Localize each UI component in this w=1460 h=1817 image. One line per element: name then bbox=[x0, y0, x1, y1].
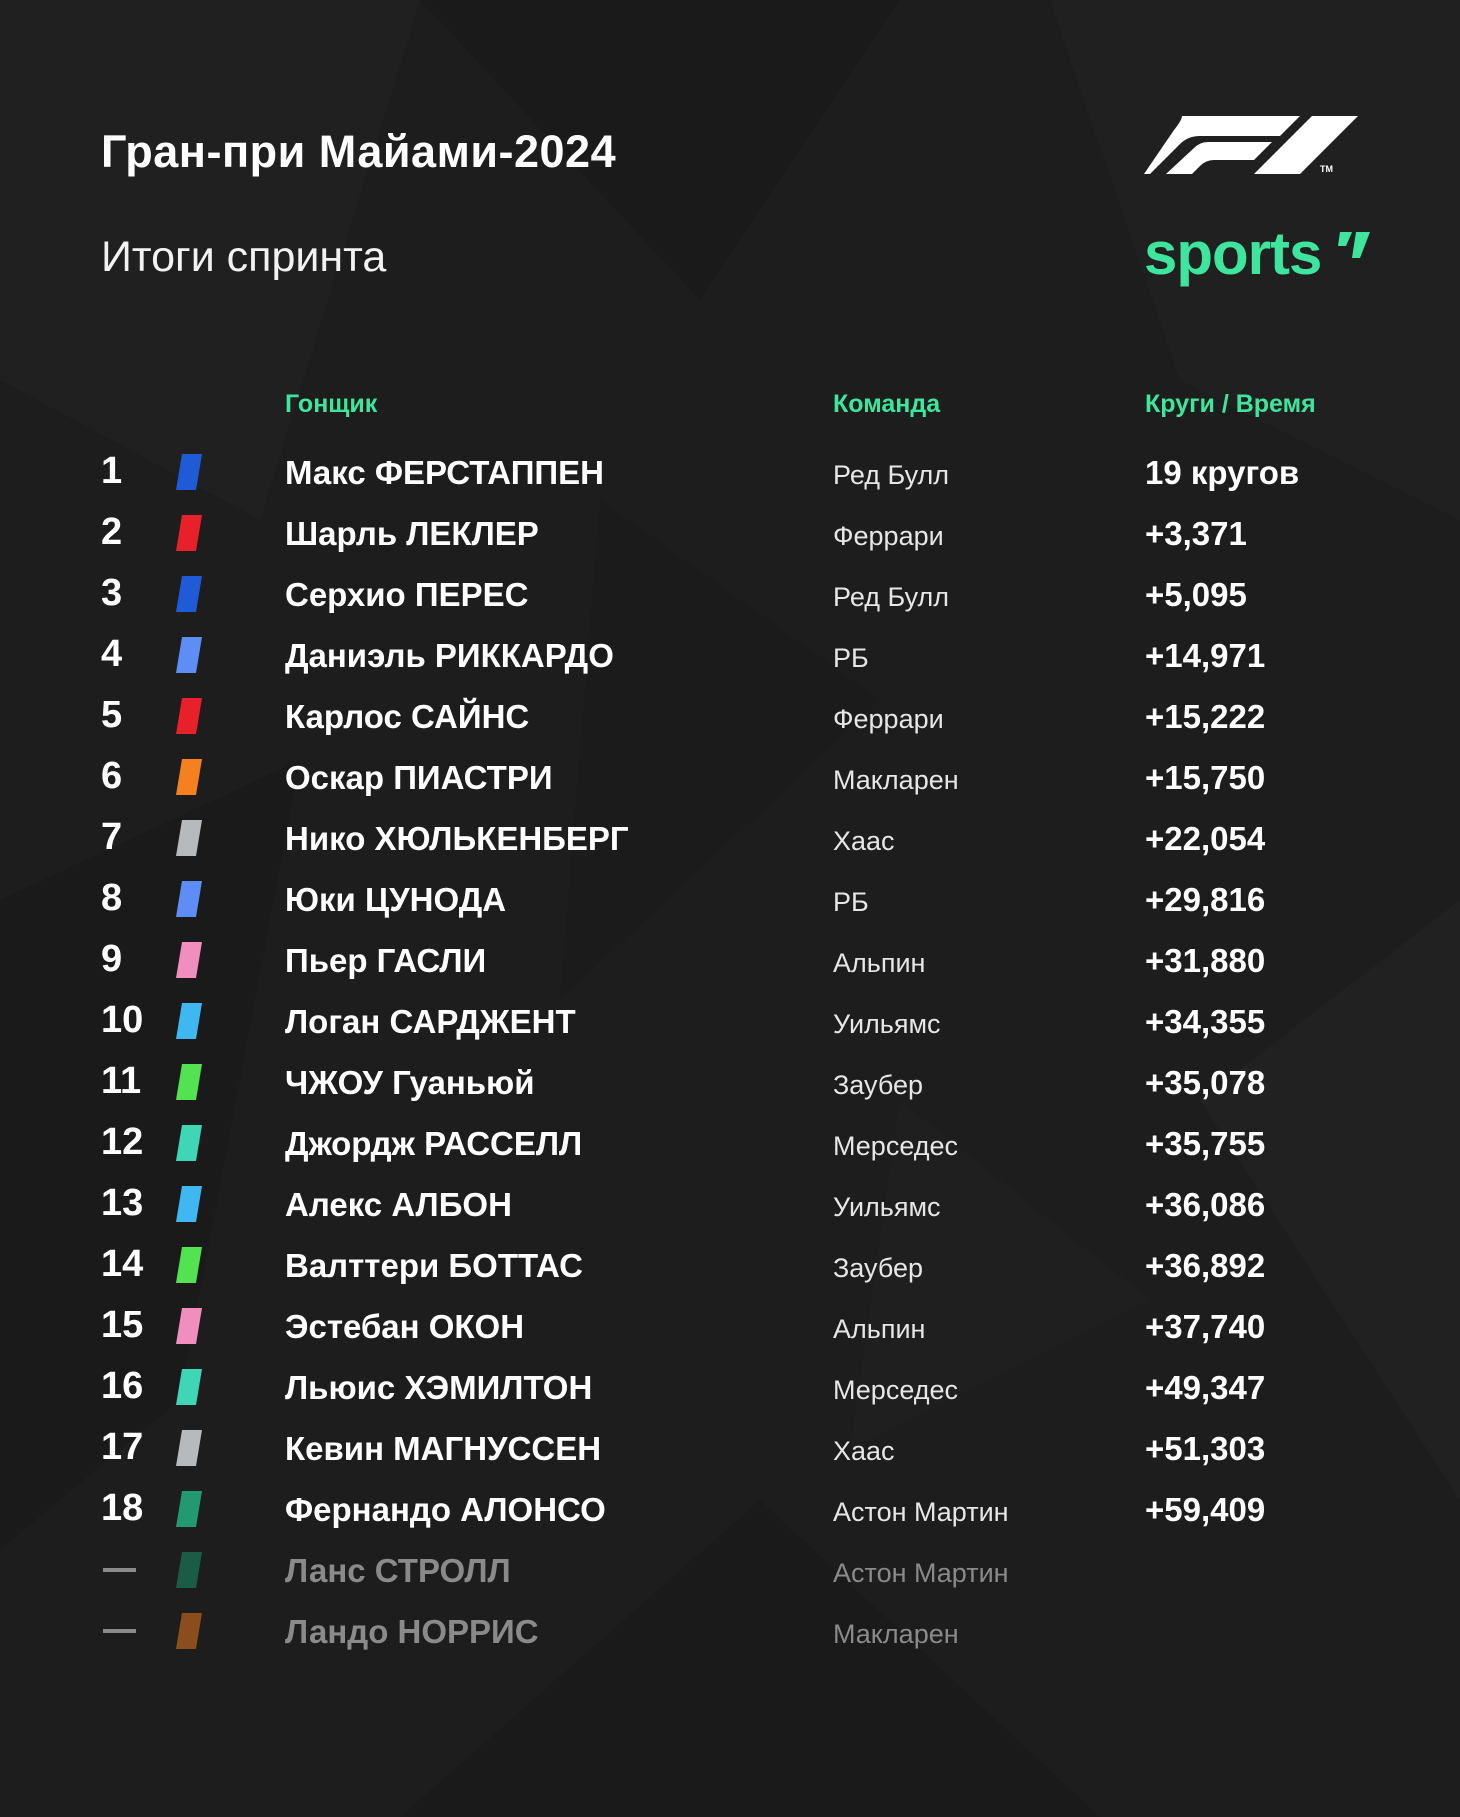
lap-time: +29,816 bbox=[1145, 881, 1266, 918]
driver-name: Нико ХЮЛЬКЕНБЕРГ bbox=[285, 820, 629, 857]
position: 4 bbox=[101, 633, 123, 675]
team-color-flag-icon bbox=[176, 1064, 202, 1100]
team-name: Макларен bbox=[833, 765, 959, 795]
dnf-dash bbox=[103, 1568, 136, 1572]
team-color-flag-icon bbox=[176, 1247, 202, 1283]
team-name: Феррари bbox=[833, 704, 944, 734]
driver-name: Карлос САЙНС bbox=[285, 698, 530, 735]
team-name: Уильямс bbox=[833, 1192, 941, 1222]
position: 2 bbox=[101, 511, 123, 553]
table-row bbox=[0, 1050, 1460, 1111]
lap-time: +36,086 bbox=[1145, 1186, 1266, 1223]
team-color-flag-icon bbox=[176, 637, 202, 673]
team-color-flag-icon bbox=[176, 1430, 202, 1466]
driver-name: Шарль ЛЕКЛЕР bbox=[285, 515, 539, 552]
lap-time: +37,740 bbox=[1145, 1308, 1266, 1345]
lap-time: +15,750 bbox=[1145, 759, 1266, 796]
table-row bbox=[0, 806, 1460, 867]
table-row bbox=[0, 684, 1460, 745]
lap-time: +22,054 bbox=[1145, 820, 1266, 857]
column-header-time: Круги / Время bbox=[1145, 390, 1316, 418]
team-name: Хаас bbox=[833, 1436, 895, 1466]
team-color-flag-icon bbox=[176, 576, 202, 612]
team-color-flag-icon bbox=[176, 820, 202, 856]
lap-time: +34,355 bbox=[1145, 1003, 1266, 1040]
position: 12 bbox=[101, 1121, 144, 1163]
table-row bbox=[0, 1294, 1460, 1355]
driver-name: Фернандо АЛОНСО bbox=[285, 1491, 606, 1528]
team-name: Ред Булл bbox=[833, 582, 950, 612]
driver-name: Эстебан ОКОН bbox=[285, 1308, 525, 1345]
position: 17 bbox=[101, 1426, 144, 1468]
table-row bbox=[0, 1355, 1460, 1416]
lap-time: +14,971 bbox=[1145, 637, 1266, 674]
lap-time: +15,222 bbox=[1145, 698, 1266, 735]
position: 14 bbox=[101, 1243, 144, 1285]
team-color-flag-icon bbox=[176, 1186, 202, 1222]
lap-time: +49,347 bbox=[1145, 1369, 1266, 1406]
driver-name: Серхио ПЕРЕС bbox=[285, 576, 529, 613]
team-color-flag-icon bbox=[176, 1308, 202, 1344]
team-color-flag-icon bbox=[176, 881, 202, 917]
driver-name: Кевин МАГНУССЕН bbox=[285, 1430, 602, 1467]
team-name: Заубер bbox=[833, 1253, 924, 1283]
lap-time: +31,880 bbox=[1145, 942, 1266, 979]
team-name: Мерседес bbox=[833, 1375, 959, 1405]
page-title: Гран-при Майами-2024 bbox=[101, 126, 617, 177]
team-name: РБ bbox=[833, 643, 869, 673]
driver-name: ЧЖОУ Гуаньюй bbox=[285, 1064, 535, 1101]
table-row bbox=[0, 867, 1460, 928]
team-name: Феррари bbox=[833, 521, 944, 551]
column-header-team: Команда bbox=[833, 390, 941, 418]
table-row bbox=[0, 562, 1460, 623]
team-color-flag-icon bbox=[176, 759, 202, 795]
svg-text:TM: TM bbox=[1320, 164, 1333, 174]
sports-logo: sports bbox=[1144, 220, 1322, 287]
table-row bbox=[0, 928, 1460, 989]
driver-name: Валттери БОТТАС bbox=[285, 1247, 583, 1284]
lap-time: +35,078 bbox=[1145, 1064, 1266, 1101]
f1-logo-icon bbox=[1144, 116, 1358, 174]
position: 7 bbox=[101, 816, 123, 858]
position: 6 bbox=[101, 755, 123, 797]
position: 9 bbox=[101, 938, 123, 980]
driver-name: Льюис ХЭМИЛТОН bbox=[285, 1369, 593, 1406]
lap-time: +36,892 bbox=[1145, 1247, 1266, 1284]
team-name: Ред Булл bbox=[833, 460, 950, 490]
team-color-flag-icon bbox=[176, 454, 202, 490]
driver-name: Джордж РАССЕЛЛ bbox=[285, 1125, 583, 1162]
driver-name: Ландо НОРРИС bbox=[285, 1613, 539, 1650]
driver-name: Логан САРДЖЕНТ bbox=[285, 1003, 576, 1040]
driver-name: Ланс СТРОЛЛ bbox=[285, 1552, 511, 1589]
page-subtitle: Итоги спринта bbox=[101, 233, 387, 281]
driver-name: Пьер ГАСЛИ bbox=[285, 942, 487, 979]
table-row bbox=[0, 1111, 1460, 1172]
position: 18 bbox=[101, 1487, 144, 1529]
dnf-dash bbox=[103, 1629, 136, 1633]
team-color-flag-icon bbox=[176, 1491, 202, 1527]
team-name: Альпин bbox=[833, 1314, 926, 1344]
team-name: Астон Мартин bbox=[833, 1497, 1009, 1527]
lap-time: +51,303 bbox=[1145, 1430, 1266, 1467]
table-row bbox=[0, 440, 1460, 501]
table-row bbox=[0, 1538, 1460, 1599]
team-name: Макларен bbox=[833, 1619, 959, 1649]
table-row bbox=[0, 989, 1460, 1050]
table-row bbox=[0, 1416, 1460, 1477]
team-color-flag-icon bbox=[176, 1003, 202, 1039]
position: 5 bbox=[101, 694, 123, 736]
position: 1 bbox=[101, 450, 123, 492]
team-color-flag-icon bbox=[176, 698, 202, 734]
driver-name: Юки ЦУНОДА bbox=[285, 881, 507, 918]
table-row bbox=[0, 501, 1460, 562]
team-name: Астон Мартин bbox=[833, 1558, 1009, 1588]
table-row bbox=[0, 745, 1460, 806]
lap-time: +35,755 bbox=[1145, 1125, 1266, 1162]
team-color-flag-icon bbox=[176, 515, 202, 551]
team-name: Заубер bbox=[833, 1070, 924, 1100]
team-name: Альпин bbox=[833, 948, 926, 978]
team-color-flag-icon bbox=[176, 1552, 202, 1588]
table-row bbox=[0, 1599, 1460, 1660]
results-table bbox=[0, 440, 1460, 1660]
driver-name: Алекс АЛБОН bbox=[285, 1186, 512, 1223]
driver-name: Макс ФЕРСТАППЕН bbox=[285, 454, 604, 491]
position: 8 bbox=[101, 877, 123, 919]
driver-name: Даниэль РИККАРДО bbox=[285, 637, 614, 674]
team-name: Хаас bbox=[833, 826, 895, 856]
position: 10 bbox=[101, 999, 144, 1041]
driver-name: Оскар ПИАСТРИ bbox=[285, 759, 553, 796]
table-row bbox=[0, 1233, 1460, 1294]
lap-time: +5,095 bbox=[1145, 576, 1247, 613]
team-color-flag-icon bbox=[176, 1125, 202, 1161]
sports-mark-icon bbox=[1336, 232, 1372, 258]
position: 15 bbox=[101, 1304, 144, 1346]
team-color-flag-icon bbox=[176, 1369, 202, 1405]
position: 11 bbox=[101, 1060, 142, 1102]
lap-time: 19 кругов bbox=[1145, 454, 1300, 491]
team-name: РБ bbox=[833, 887, 869, 917]
lap-time: +3,371 bbox=[1145, 515, 1247, 552]
table-row bbox=[0, 1477, 1460, 1538]
position: 16 bbox=[101, 1365, 144, 1407]
position: 13 bbox=[101, 1182, 144, 1224]
team-name: Мерседес bbox=[833, 1131, 959, 1161]
team-name: Уильямс bbox=[833, 1009, 941, 1039]
table-row bbox=[0, 623, 1460, 684]
table-row bbox=[0, 1172, 1460, 1233]
team-color-flag-icon bbox=[176, 1613, 202, 1649]
column-header-driver: Гонщик bbox=[285, 390, 378, 418]
position: 3 bbox=[101, 572, 123, 614]
lap-time: +59,409 bbox=[1145, 1491, 1266, 1528]
team-color-flag-icon bbox=[176, 942, 202, 978]
